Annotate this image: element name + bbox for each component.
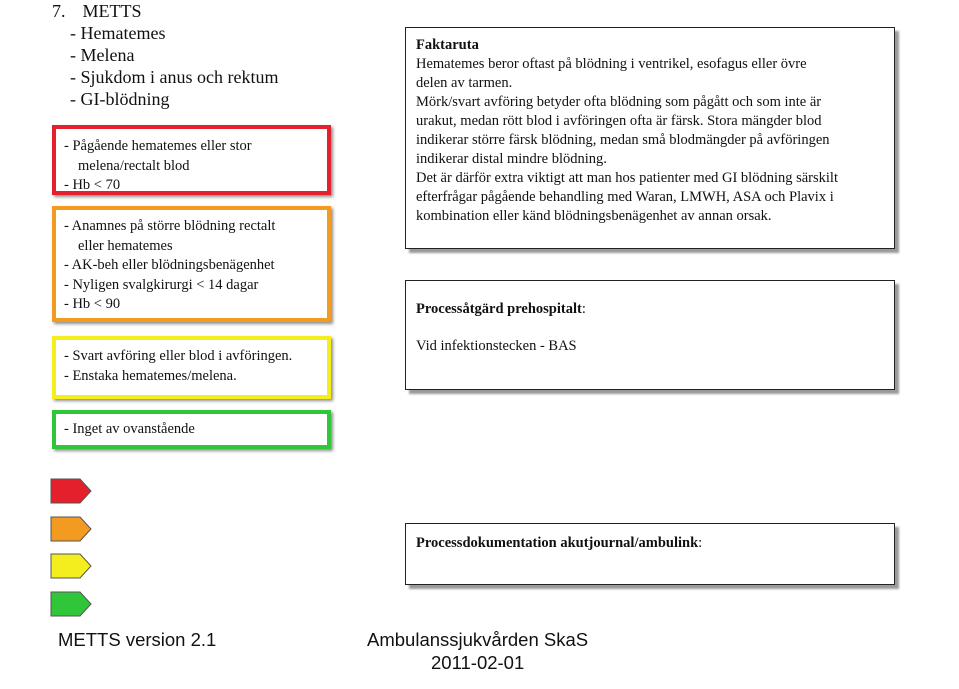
green-arrow-icon bbox=[50, 591, 92, 617]
process-heading-colon: : bbox=[581, 301, 586, 317]
process-heading-label: Processåtgärd prehospitalt bbox=[416, 301, 582, 317]
title-item-anus-rektum: - Sjukdom i anus och rektum bbox=[70, 67, 279, 87]
title-item-melena: - Melena bbox=[70, 45, 135, 65]
red-line-2: melena/rectalt blod bbox=[78, 157, 190, 174]
orange-line-4: - Nyligen svalgkirurgi < 14 dagar bbox=[64, 276, 259, 293]
green-line-1: - Inget av ovanstående bbox=[64, 421, 195, 437]
triage-box-green bbox=[52, 410, 331, 449]
triage-box-yellow bbox=[52, 336, 331, 399]
red-line-3: - Hb < 70 bbox=[64, 177, 121, 193]
footer-date: 2011-02-01 bbox=[431, 652, 525, 673]
page-title bbox=[52, 0, 382, 22]
fakta-line-4: urakut, medan rött blod i avföringen ofta är färsk. Stora mängder blod bbox=[416, 113, 822, 129]
yellow-line-1: - Svart avföring eller blod i avföringen. bbox=[64, 348, 293, 364]
red-arrow-shape bbox=[51, 479, 91, 503]
fakta-line-5: indikerar större färsk blödning, medan små blodmängder på avföringen bbox=[416, 132, 830, 148]
orange-arrow-shape bbox=[51, 517, 91, 541]
faktaruta-box bbox=[405, 27, 895, 249]
orange-arrow-icon bbox=[50, 516, 92, 542]
red-line-1: - Pågående hematemes eller stor bbox=[64, 138, 252, 154]
section-title: METTS bbox=[82, 1, 142, 21]
fakta-line-1: Hematemes beror oftast på blödning i ventrikel, esofagus eller övre bbox=[416, 56, 807, 72]
process-heading bbox=[416, 300, 884, 319]
green-arrow-shape bbox=[51, 592, 91, 616]
yellow-arrow-icon bbox=[50, 553, 92, 579]
triage-box-red bbox=[52, 125, 331, 195]
faktaruta-heading: Faktaruta bbox=[416, 37, 479, 53]
yellow-line-2: - Enstaka hematemes/melena. bbox=[64, 367, 237, 384]
process-action-box bbox=[405, 280, 895, 390]
fakta-line-6: indikerar distal mindre blödning. bbox=[416, 151, 607, 167]
orange-line-3: - AK-beh eller blödningsbenägenhet bbox=[64, 257, 275, 273]
orange-line-2: eller hematemes bbox=[78, 237, 173, 254]
process-text: Vid infektionstecken - BAS bbox=[416, 338, 577, 354]
section-number: 7. bbox=[52, 1, 66, 21]
footer-version: METTS version 2.1 bbox=[58, 629, 217, 650]
documentation-heading-colon: : bbox=[698, 535, 703, 551]
title-item-gi-blodning: - GI-blödning bbox=[70, 89, 170, 109]
fakta-line-7: Det är därför extra viktigt att man hos patienter med GI blödning särskilt bbox=[416, 170, 838, 186]
fakta-line-3: Mörk/svart avföring betyder ofta blödning som pågått och som inte är bbox=[416, 94, 822, 110]
footer-org: Ambulanssjukvården SkaS bbox=[367, 629, 589, 650]
triage-box-orange bbox=[52, 206, 331, 322]
yellow-arrow-shape bbox=[51, 554, 91, 578]
documentation-heading bbox=[416, 534, 884, 553]
documentation-box bbox=[405, 523, 895, 585]
red-arrow-icon bbox=[50, 478, 92, 504]
title-item-hematemes: - Hematemes bbox=[70, 23, 166, 43]
title-block bbox=[52, 0, 382, 110]
fakta-line-2: delen av tarmen. bbox=[416, 75, 513, 91]
orange-line-1: - Anamnes på större blödning rectalt bbox=[64, 218, 276, 234]
fakta-line-8: efterfrågar pågående behandling med Waran, LMWH, ASA och Plavix i bbox=[416, 189, 834, 205]
fakta-line-9: kombination eller känd blödningsbenägenhet av annan orsak. bbox=[416, 208, 772, 224]
orange-line-5: - Hb < 90 bbox=[64, 296, 121, 312]
documentation-heading-label: Processdokumentation akutjournal/ambulink bbox=[416, 535, 699, 551]
